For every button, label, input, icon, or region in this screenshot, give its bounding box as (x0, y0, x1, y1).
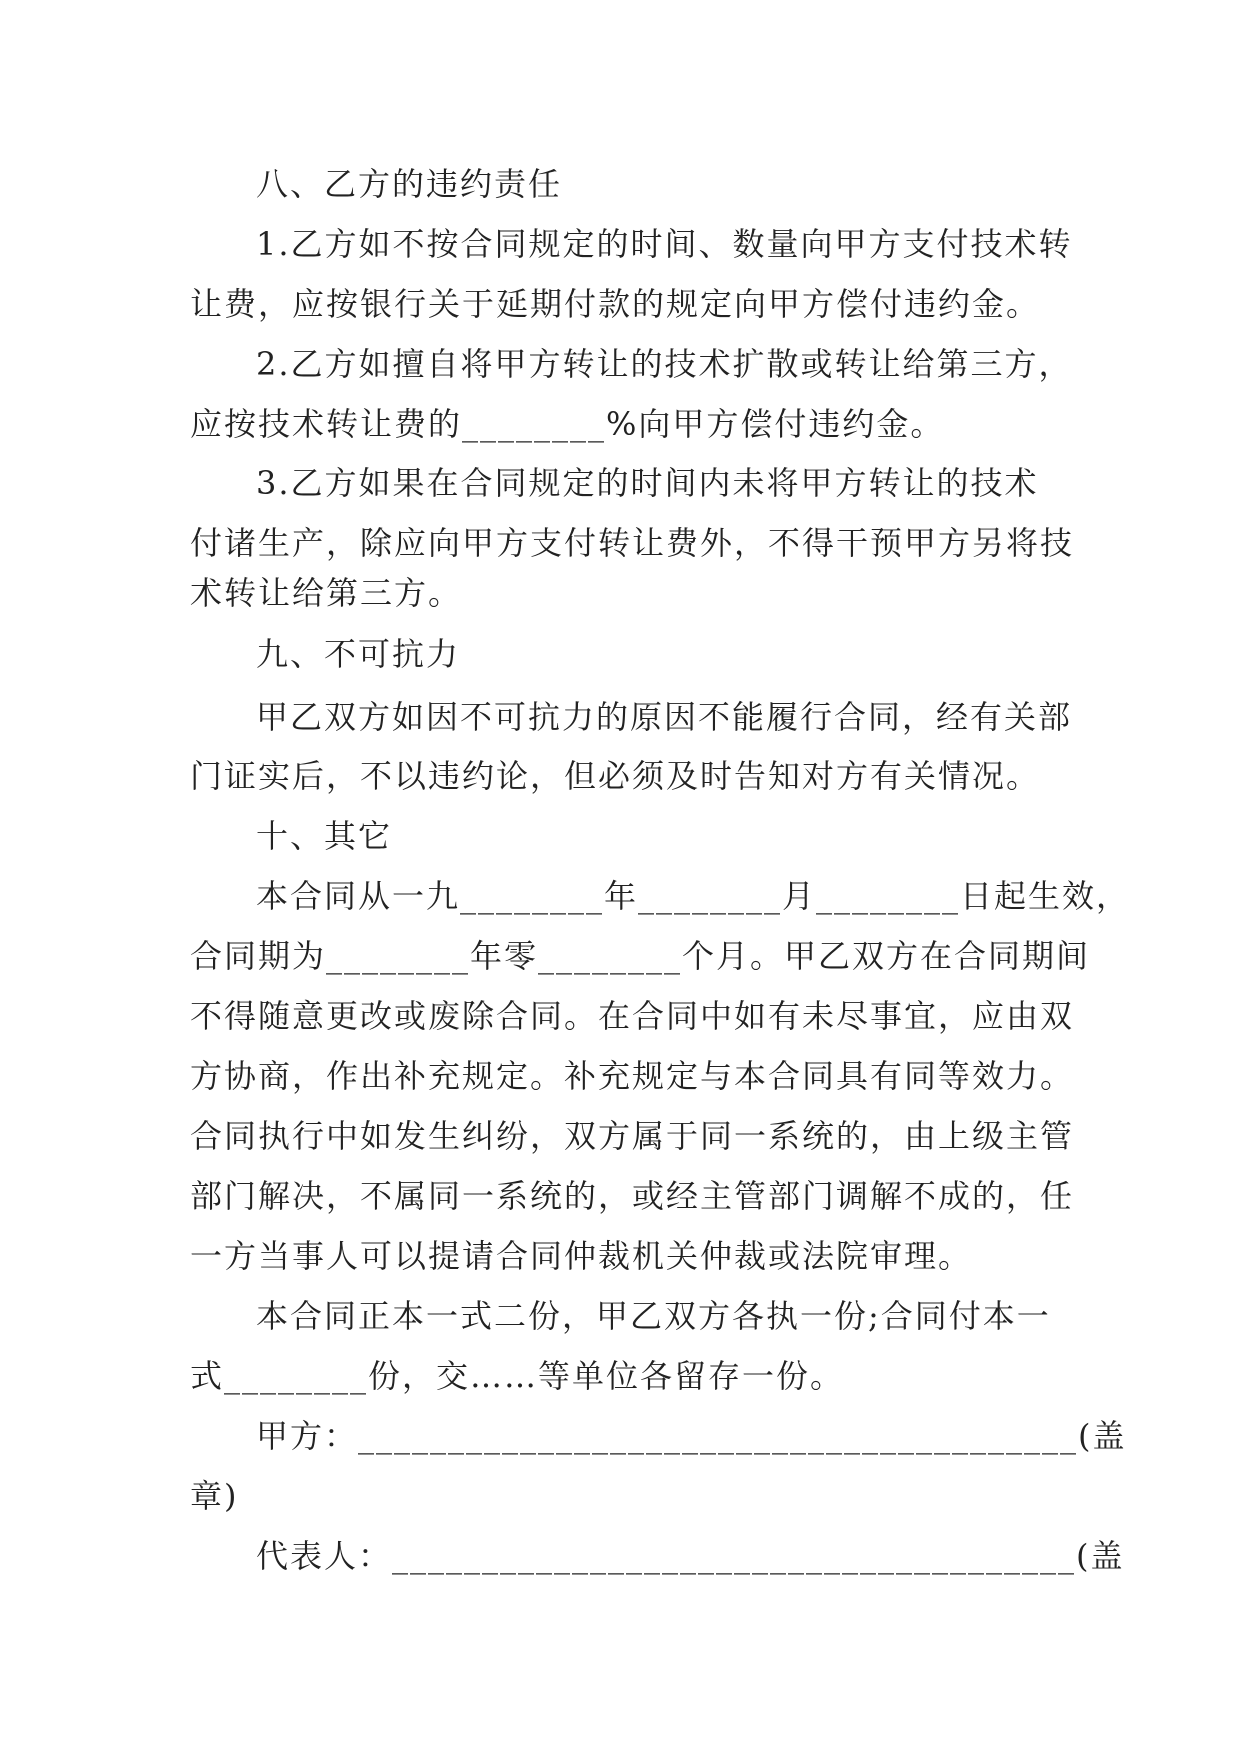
section-8-item-3-line-3: 术转让给第三方。 (190, 574, 463, 612)
section-10-para-2-line-2: 式________份，交……等单位各留存一份。 (190, 1357, 845, 1395)
section-8-item-3-line-1: 3.乙方如果在合同规定的时间内未将甲方转让的技术 (256, 464, 1039, 502)
party-a-signature-line: 甲方：________________________________________(盖 (256, 1417, 1127, 1455)
party-a-signature-seal-note: 章) (190, 1477, 239, 1515)
section-8-item-1-line-1: 1.乙方如不按合同规定的时间、数量向甲方支付技术转 (256, 225, 1073, 263)
representative-signature-line: 代表人：______________________________________(盖 (256, 1537, 1125, 1575)
section-10-para-1-line-4: 方协商，作出补充规定。补充规定与本合同具有同等效力。 (190, 1057, 1075, 1095)
section-8-item-2-line-1: 2.乙方如擅自将甲方转让的技术扩散或转让给第三方， (256, 345, 1073, 383)
section-8-item-2-line-2: 应按技术转让费的________%向甲方偿付违约金。 (190, 405, 945, 443)
section-9-line-2: 门证实后，不以违约论，但必须及时告知对方有关情况。 (190, 757, 1041, 795)
section-10-heading: 十、其它 (256, 817, 393, 855)
section-10-para-1-line-6: 部门解决，不属同一系统的，或经主管部门调解不成的，任 (190, 1177, 1075, 1215)
section-10-para-1-line-1: 本合同从一九________年________月________日起生效， (256, 877, 1131, 915)
section-8-item-1-line-2: 让费，应按银行关于延期付款的规定向甲方偿付违约金。 (190, 285, 1041, 323)
section-10-para-1-line-5: 合同执行中如发生纠纷，双方属于同一系统的，由上级主管 (190, 1117, 1075, 1155)
section-8-item-3-line-2: 付诸生产，除应向甲方支付转让费外，不得干预甲方另将技 (190, 524, 1075, 562)
section-10-para-1-line-7: 一方当事人可以提请合同仲裁机关仲裁或法院审理。 (190, 1237, 973, 1275)
section-9-heading: 九、不可抗力 (256, 635, 461, 673)
section-10-para-1-line-3: 不得随意更改或废除合同。在合同中如有未尽事宜，应由双 (190, 997, 1075, 1035)
section-10-para-1-line-2: 合同期为________年零________个月。甲乙双方在合同期间 (190, 937, 1091, 975)
section-8-heading: 八、乙方的违约责任 (256, 165, 563, 203)
section-9-line-1: 甲乙双方如因不可抗力的原因不能履行合同，经有关部 (256, 698, 1073, 736)
section-10-para-2-line-1: 本合同正本一式二份，甲乙双方各执一份;合同付本一 (256, 1297, 1051, 1335)
